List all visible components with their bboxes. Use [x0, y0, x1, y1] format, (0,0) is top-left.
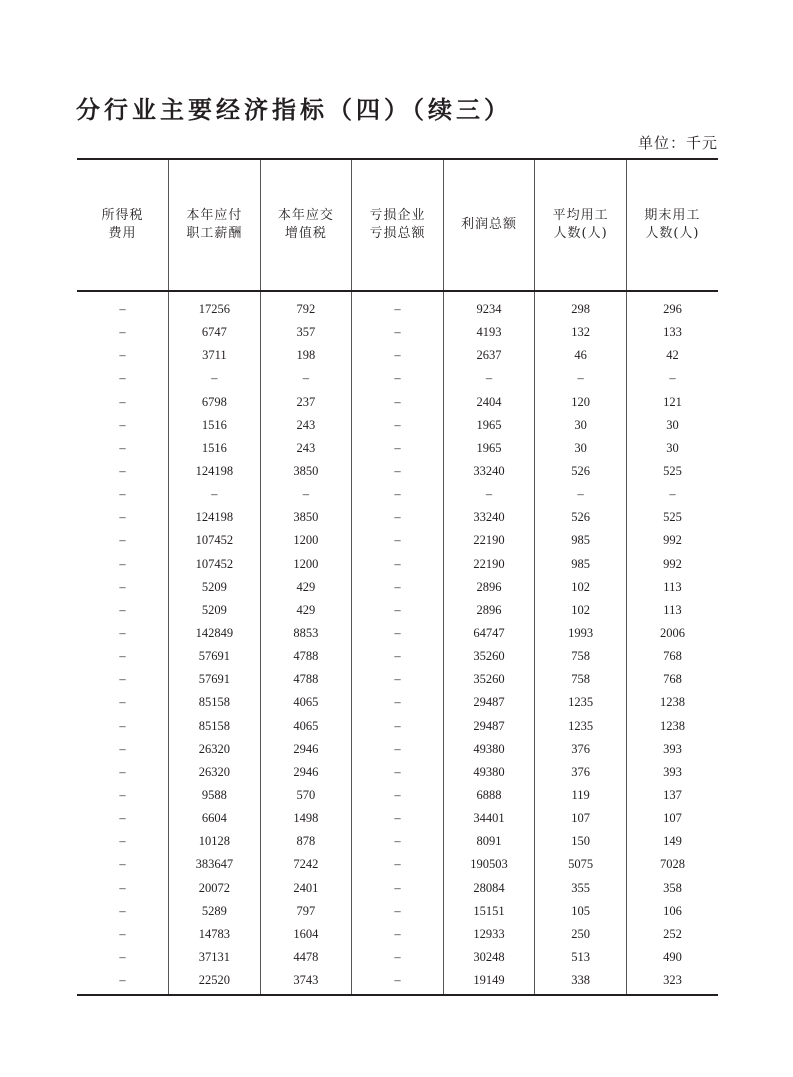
- table-cell: 2637: [443, 344, 535, 367]
- column-header: [260, 159, 352, 291]
- table-row: [77, 668, 718, 691]
- table-cell: 85158: [169, 715, 261, 738]
- table-cell: –: [119, 973, 126, 988]
- table-row: [77, 738, 718, 761]
- table-cell: –: [119, 440, 126, 455]
- table-cell: 34401: [443, 807, 535, 830]
- table-cell: 1238: [626, 691, 718, 714]
- table-cell: –: [119, 788, 126, 803]
- table-cell: 30248: [443, 946, 535, 969]
- table-cell: 137: [626, 784, 718, 807]
- table-cell: 9234: [443, 291, 535, 321]
- table-row: [77, 853, 718, 876]
- table-cell: 6798: [169, 391, 261, 414]
- table-cell: –: [352, 321, 444, 344]
- table-cell: –: [119, 764, 126, 779]
- table-cell: 6604: [169, 807, 261, 830]
- table-cell: –: [352, 599, 444, 622]
- table-row: [77, 460, 718, 483]
- table-cell: 323: [626, 969, 718, 995]
- table-cell: –: [119, 394, 126, 409]
- table-cell: –: [352, 969, 444, 995]
- table-cell: –: [352, 553, 444, 576]
- table-cell: 30: [626, 414, 718, 437]
- table-cell: 37131: [169, 946, 261, 969]
- table-cell: –: [119, 857, 126, 872]
- table-cell: 29487: [443, 691, 535, 714]
- column-header-line: 平均用工: [552, 208, 609, 223]
- table-cell: 298: [535, 291, 627, 321]
- table-cell: 105: [535, 900, 627, 923]
- table-cell: –: [352, 367, 444, 390]
- table-cell: –: [119, 302, 126, 317]
- table-cell: –: [119, 880, 126, 895]
- table-cell: 2006: [626, 622, 718, 645]
- table-cell: –: [352, 414, 444, 437]
- table-cell: –: [119, 417, 126, 432]
- table-cell: –: [352, 946, 444, 969]
- table-cell: 985: [535, 553, 627, 576]
- table-cell: 1200: [260, 529, 352, 552]
- table-cell: –: [119, 602, 126, 617]
- table-cell: –: [352, 506, 444, 529]
- table-cell: 355: [535, 877, 627, 900]
- table-cell: 14783: [169, 923, 261, 946]
- table-cell: 35260: [443, 668, 535, 691]
- table-cell: 243: [260, 414, 352, 437]
- table-cell: 429: [260, 576, 352, 599]
- table-cell: 338: [535, 969, 627, 995]
- table-cell: 22190: [443, 529, 535, 552]
- table-cell: 26320: [169, 761, 261, 784]
- table-cell: 376: [535, 761, 627, 784]
- table-row: [77, 807, 718, 830]
- table-cell: –: [119, 371, 126, 386]
- table-cell: –: [352, 784, 444, 807]
- table-cell: 5209: [169, 576, 261, 599]
- table-cell: 490: [626, 946, 718, 969]
- table-row: [77, 715, 718, 738]
- table-cell: 107: [626, 807, 718, 830]
- table-cell: –: [352, 291, 444, 321]
- table-cell: 526: [535, 460, 627, 483]
- table-cell: 8091: [443, 830, 535, 853]
- table-cell: 3850: [260, 506, 352, 529]
- table-cell: 49380: [443, 761, 535, 784]
- table-cell: 142849: [169, 622, 261, 645]
- table-cell: 119: [535, 784, 627, 807]
- table-cell: 22520: [169, 969, 261, 995]
- table-cell: 1516: [169, 437, 261, 460]
- table-cell: 2404: [443, 391, 535, 414]
- table-cell: –: [352, 691, 444, 714]
- table-cell: –: [352, 877, 444, 900]
- table-cell: 57691: [169, 645, 261, 668]
- table-row: [77, 761, 718, 784]
- table-cell: 102: [535, 576, 627, 599]
- table-cell: 120: [535, 391, 627, 414]
- table-cell: 5289: [169, 900, 261, 923]
- table-cell: 992: [626, 529, 718, 552]
- table-row: [77, 321, 718, 344]
- table-cell: 64747: [443, 622, 535, 645]
- table-cell: –: [119, 487, 126, 502]
- column-header-line: 所得税: [101, 208, 144, 223]
- table-cell: 121: [626, 391, 718, 414]
- table-cell: –: [352, 807, 444, 830]
- table-cell: –: [260, 483, 352, 506]
- table-cell: 28084: [443, 877, 535, 900]
- table-cell: 132: [535, 321, 627, 344]
- table-cell: 758: [535, 645, 627, 668]
- table-row: [77, 391, 718, 414]
- table-cell: 526: [535, 506, 627, 529]
- table-cell: 2896: [443, 599, 535, 622]
- table-cell: 525: [626, 506, 718, 529]
- table-cell: 113: [626, 576, 718, 599]
- table-cell: 429: [260, 599, 352, 622]
- table-cell: 357: [260, 321, 352, 344]
- table-cell: 878: [260, 830, 352, 853]
- column-header-line: 费用: [108, 226, 137, 241]
- table-cell: 393: [626, 738, 718, 761]
- table-cell: –: [443, 483, 535, 506]
- table-row: [77, 877, 718, 900]
- table-header-row: [77, 159, 718, 291]
- table-cell: 85158: [169, 691, 261, 714]
- table-cell: 107452: [169, 553, 261, 576]
- table-cell: –: [169, 367, 261, 390]
- table-cell: –: [119, 579, 126, 594]
- table-row: [77, 367, 718, 390]
- table-row: [77, 691, 718, 714]
- table-cell: –: [119, 834, 126, 849]
- table-cell: –: [352, 668, 444, 691]
- table-cell: 49380: [443, 738, 535, 761]
- column-header-line: 本年应付: [186, 208, 243, 223]
- table-cell: 792: [260, 291, 352, 321]
- table-cell: 33240: [443, 460, 535, 483]
- table-cell: 149: [626, 830, 718, 853]
- table-cell: 5209: [169, 599, 261, 622]
- table-cell: 150: [535, 830, 627, 853]
- economic-indicators-table: [77, 158, 718, 996]
- column-header: [352, 159, 444, 291]
- table-cell: 29487: [443, 715, 535, 738]
- table-cell: 17256: [169, 291, 261, 321]
- column-header: [77, 159, 169, 291]
- table-cell: 1965: [443, 437, 535, 460]
- column-header-line: 职工薪酬: [186, 226, 243, 241]
- table-row: [77, 946, 718, 969]
- table-cell: 4788: [260, 645, 352, 668]
- table-cell: 133: [626, 321, 718, 344]
- table-cell: 35260: [443, 645, 535, 668]
- table-cell: 358: [626, 877, 718, 900]
- table-cell: –: [119, 556, 126, 571]
- table-cell: 1604: [260, 923, 352, 946]
- table-cell: –: [119, 741, 126, 756]
- table-row: [77, 599, 718, 622]
- column-header-line: 利润总额: [461, 217, 518, 232]
- table-cell: 102: [535, 599, 627, 622]
- table-cell: 198: [260, 344, 352, 367]
- table-cell: –: [119, 649, 126, 664]
- table-cell: –: [352, 483, 444, 506]
- table-cell: 9588: [169, 784, 261, 807]
- table-cell: –: [352, 830, 444, 853]
- table-row: [77, 291, 718, 321]
- table-cell: –: [626, 367, 718, 390]
- table-cell: –: [119, 950, 126, 964]
- table-row: [77, 969, 718, 995]
- table-cell: 250: [535, 923, 627, 946]
- table-row: [77, 923, 718, 946]
- table-cell: 26320: [169, 738, 261, 761]
- column-header-line: 亏损企业: [369, 208, 426, 223]
- table-cell: –: [352, 761, 444, 784]
- table-cell: 30: [626, 437, 718, 460]
- table-row: [77, 506, 718, 529]
- table-cell: –: [119, 718, 126, 733]
- table-cell: 3850: [260, 460, 352, 483]
- table-cell: 2401: [260, 877, 352, 900]
- table-cell: –: [119, 464, 126, 479]
- table-cell: –: [119, 811, 126, 826]
- table-cell: 7242: [260, 853, 352, 876]
- table-cell: 6888: [443, 784, 535, 807]
- table-cell: –: [119, 325, 126, 340]
- table-cell: –: [352, 437, 444, 460]
- table-cell: –: [352, 529, 444, 552]
- table-cell: –: [119, 695, 126, 710]
- column-header: [535, 159, 627, 291]
- table-cell: 3743: [260, 969, 352, 995]
- table-cell: –: [352, 738, 444, 761]
- table-cell: –: [352, 622, 444, 645]
- table-cell: 243: [260, 437, 352, 460]
- table-row: [77, 529, 718, 552]
- table-row: [77, 576, 718, 599]
- table-cell: 985: [535, 529, 627, 552]
- table-cell: 30: [535, 437, 627, 460]
- table-cell: –: [352, 853, 444, 876]
- table-cell: 1993: [535, 622, 627, 645]
- table-row: [77, 553, 718, 576]
- table-row: [77, 414, 718, 437]
- table-cell: 33240: [443, 506, 535, 529]
- table-cell: 7028: [626, 853, 718, 876]
- table-cell: –: [119, 510, 126, 525]
- table-cell: –: [626, 483, 718, 506]
- table-cell: –: [119, 626, 126, 641]
- table-cell: 252: [626, 923, 718, 946]
- table-cell: –: [119, 903, 126, 918]
- table-cell: 1235: [535, 715, 627, 738]
- table-cell: 768: [626, 645, 718, 668]
- table-cell: 15151: [443, 900, 535, 923]
- table-cell: 2946: [260, 761, 352, 784]
- table-cell: 107452: [169, 529, 261, 552]
- table-cell: –: [119, 672, 126, 687]
- table-cell: –: [352, 900, 444, 923]
- table-cell: 525: [626, 460, 718, 483]
- table-cell: 30: [535, 414, 627, 437]
- table-cell: 992: [626, 553, 718, 576]
- table-cell: 42: [626, 344, 718, 367]
- table-cell: –: [260, 367, 352, 390]
- column-header: [169, 159, 261, 291]
- table-cell: –: [352, 715, 444, 738]
- table-cell: 570: [260, 784, 352, 807]
- table-cell: –: [352, 923, 444, 946]
- table-cell: –: [352, 460, 444, 483]
- table-cell: 513: [535, 946, 627, 969]
- table-cell: 8853: [260, 622, 352, 645]
- column-header-line: 人数(人): [645, 226, 700, 241]
- table-cell: 768: [626, 668, 718, 691]
- table-cell: 124198: [169, 460, 261, 483]
- column-header-line: 人数(人): [553, 226, 608, 241]
- table-cell: 22190: [443, 553, 535, 576]
- table-cell: 6747: [169, 321, 261, 344]
- column-header: [626, 159, 718, 291]
- table-cell: 4478: [260, 946, 352, 969]
- table-cell: 296: [626, 291, 718, 321]
- table-cell: 383647: [169, 853, 261, 876]
- table-cell: 10128: [169, 830, 261, 853]
- table-cell: 376: [535, 738, 627, 761]
- table-row: [77, 622, 718, 645]
- column-header: [443, 159, 535, 291]
- table-cell: –: [535, 367, 627, 390]
- table-cell: 20072: [169, 877, 261, 900]
- table-cell: –: [535, 483, 627, 506]
- table-cell: 107: [535, 807, 627, 830]
- table-cell: 1516: [169, 414, 261, 437]
- table-cell: 4193: [443, 321, 535, 344]
- table-cell: 393: [626, 761, 718, 784]
- unit-label: 单位：千元: [637, 134, 718, 152]
- table-cell: 4788: [260, 668, 352, 691]
- table-cell: 1498: [260, 807, 352, 830]
- table-row: [77, 645, 718, 668]
- table-cell: 113: [626, 599, 718, 622]
- table-cell: –: [352, 645, 444, 668]
- table-cell: 106: [626, 900, 718, 923]
- page-title: 分行业主要经济指标（四）（续三）: [76, 96, 512, 124]
- table-cell: –: [352, 576, 444, 599]
- table-cell: 2896: [443, 576, 535, 599]
- column-header-line: 增值税: [284, 226, 327, 241]
- table-row: [77, 784, 718, 807]
- table-cell: 57691: [169, 668, 261, 691]
- table-cell: –: [169, 483, 261, 506]
- table-cell: –: [119, 348, 126, 363]
- column-header-line: 期末用工: [644, 208, 701, 223]
- table-row: [77, 830, 718, 853]
- table-cell: 4065: [260, 691, 352, 714]
- table-cell: 19149: [443, 969, 535, 995]
- table-cell: –: [119, 533, 126, 548]
- table-row: [77, 344, 718, 367]
- table-cell: 797: [260, 900, 352, 923]
- table-cell: 2946: [260, 738, 352, 761]
- table-cell: 3711: [169, 344, 261, 367]
- table-cell: 1965: [443, 414, 535, 437]
- table-cell: 237: [260, 391, 352, 414]
- table-cell: –: [443, 367, 535, 390]
- column-header-line: 亏损总额: [369, 226, 426, 241]
- table-cell: 12933: [443, 923, 535, 946]
- table-cell: 5075: [535, 853, 627, 876]
- table-cell: 1235: [535, 691, 627, 714]
- table-row: [77, 483, 718, 506]
- table-row: [77, 900, 718, 923]
- table-row: [77, 437, 718, 460]
- table-cell: –: [352, 344, 444, 367]
- table-cell: 758: [535, 668, 627, 691]
- table-cell: –: [119, 926, 126, 941]
- table-cell: 4065: [260, 715, 352, 738]
- table-cell: 190503: [443, 853, 535, 876]
- table-cell: 124198: [169, 506, 261, 529]
- table-cell: 46: [535, 344, 627, 367]
- table-cell: 1238: [626, 715, 718, 738]
- column-header-line: 本年应交: [277, 208, 334, 223]
- table-cell: 1200: [260, 553, 352, 576]
- table-cell: –: [352, 391, 444, 414]
